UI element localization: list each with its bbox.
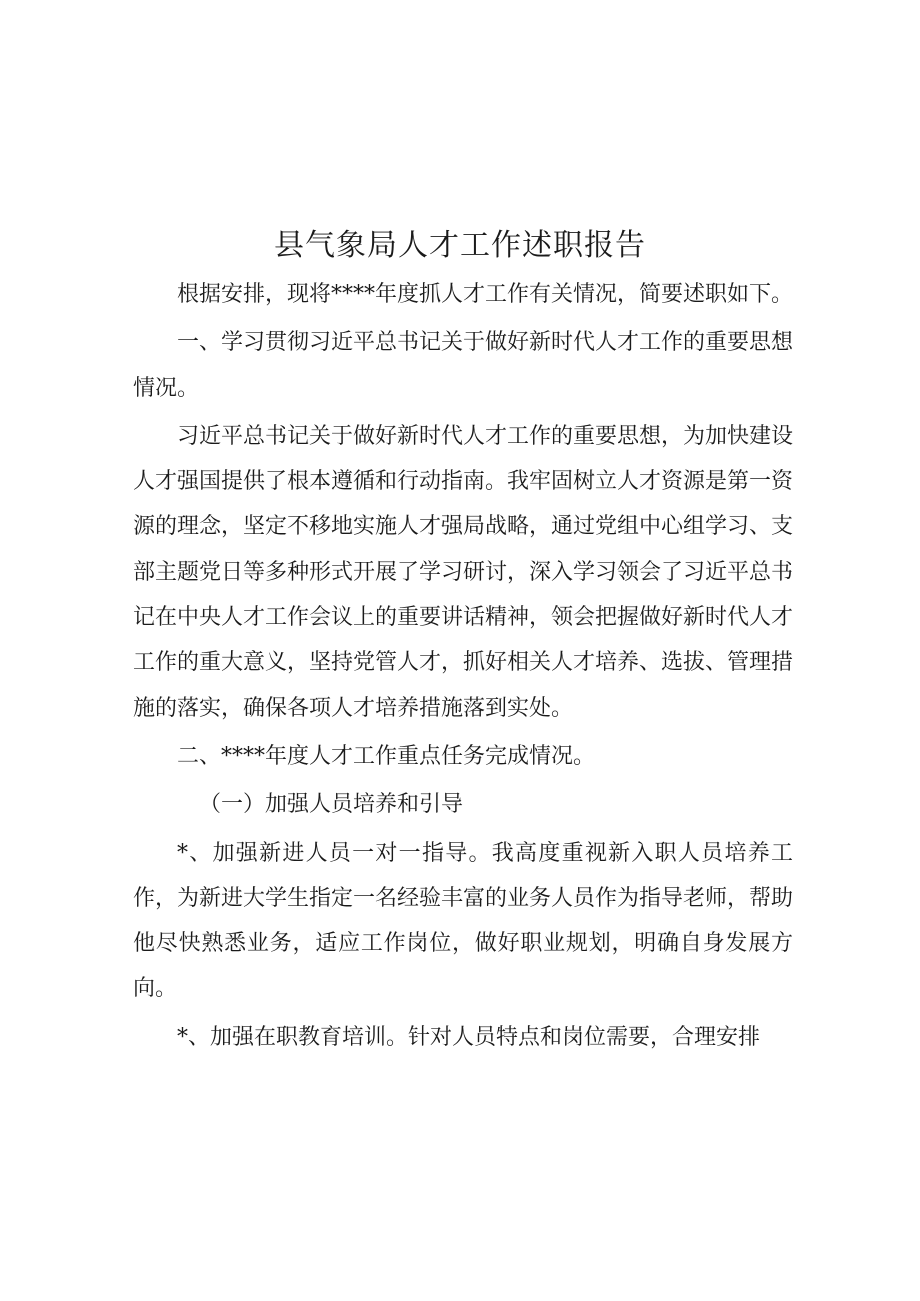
subsection-heading-1: （一）加强人员培养和引导 bbox=[199, 792, 464, 818]
section-heading-1: 一、学习贯彻习近平总书记关于做好新时代人才工作的重要思想情况。 bbox=[133, 330, 794, 401]
section-heading-2: 二、****年度人才工作重点任务完成情况。 bbox=[177, 743, 596, 769]
document-body bbox=[133, 272, 793, 1060]
paragraph-intro: 根据安排，现将****年度抓人才工作有关情况，简要述职如下。 bbox=[177, 282, 794, 307]
paragraph-item-1: *、加强新进人员一对一指导。我高度重视新入职人员培养工作，为新进大学生指定一名经验丰富的业务人员作为指导老师，帮助他尽快熟悉业务，适应工作岗位，做好职业规划，明确自身发展方向。 bbox=[133, 840, 794, 1002]
document-title: 县气象局人才工作述职报告 bbox=[274, 228, 646, 263]
paragraph-section-1: 习近平总书记关于做好新时代人才工作的重要思想，为加快建设人才强国提供了根本遵循和行动指南。我牢固树立人才资源是第一资源的理念，坚定不移地实施人才强局战略，通过党组中心组学习、支部主题党日等多种形式开展了学习研讨，深入学习领会了习近平总书记在中央人才工作会议上的重要讲话精神，领会把握做好新时代人才工作的重大意义，坚持党管人才，抓好相关人才培养、选拔、管理措施的落实，确保各项人才培养措施落到实处。 bbox=[133, 423, 794, 721]
paragraph-item-2: *、加强在职教育培训。针对人员特点和岗位需要，合理安排 bbox=[177, 1024, 761, 1050]
